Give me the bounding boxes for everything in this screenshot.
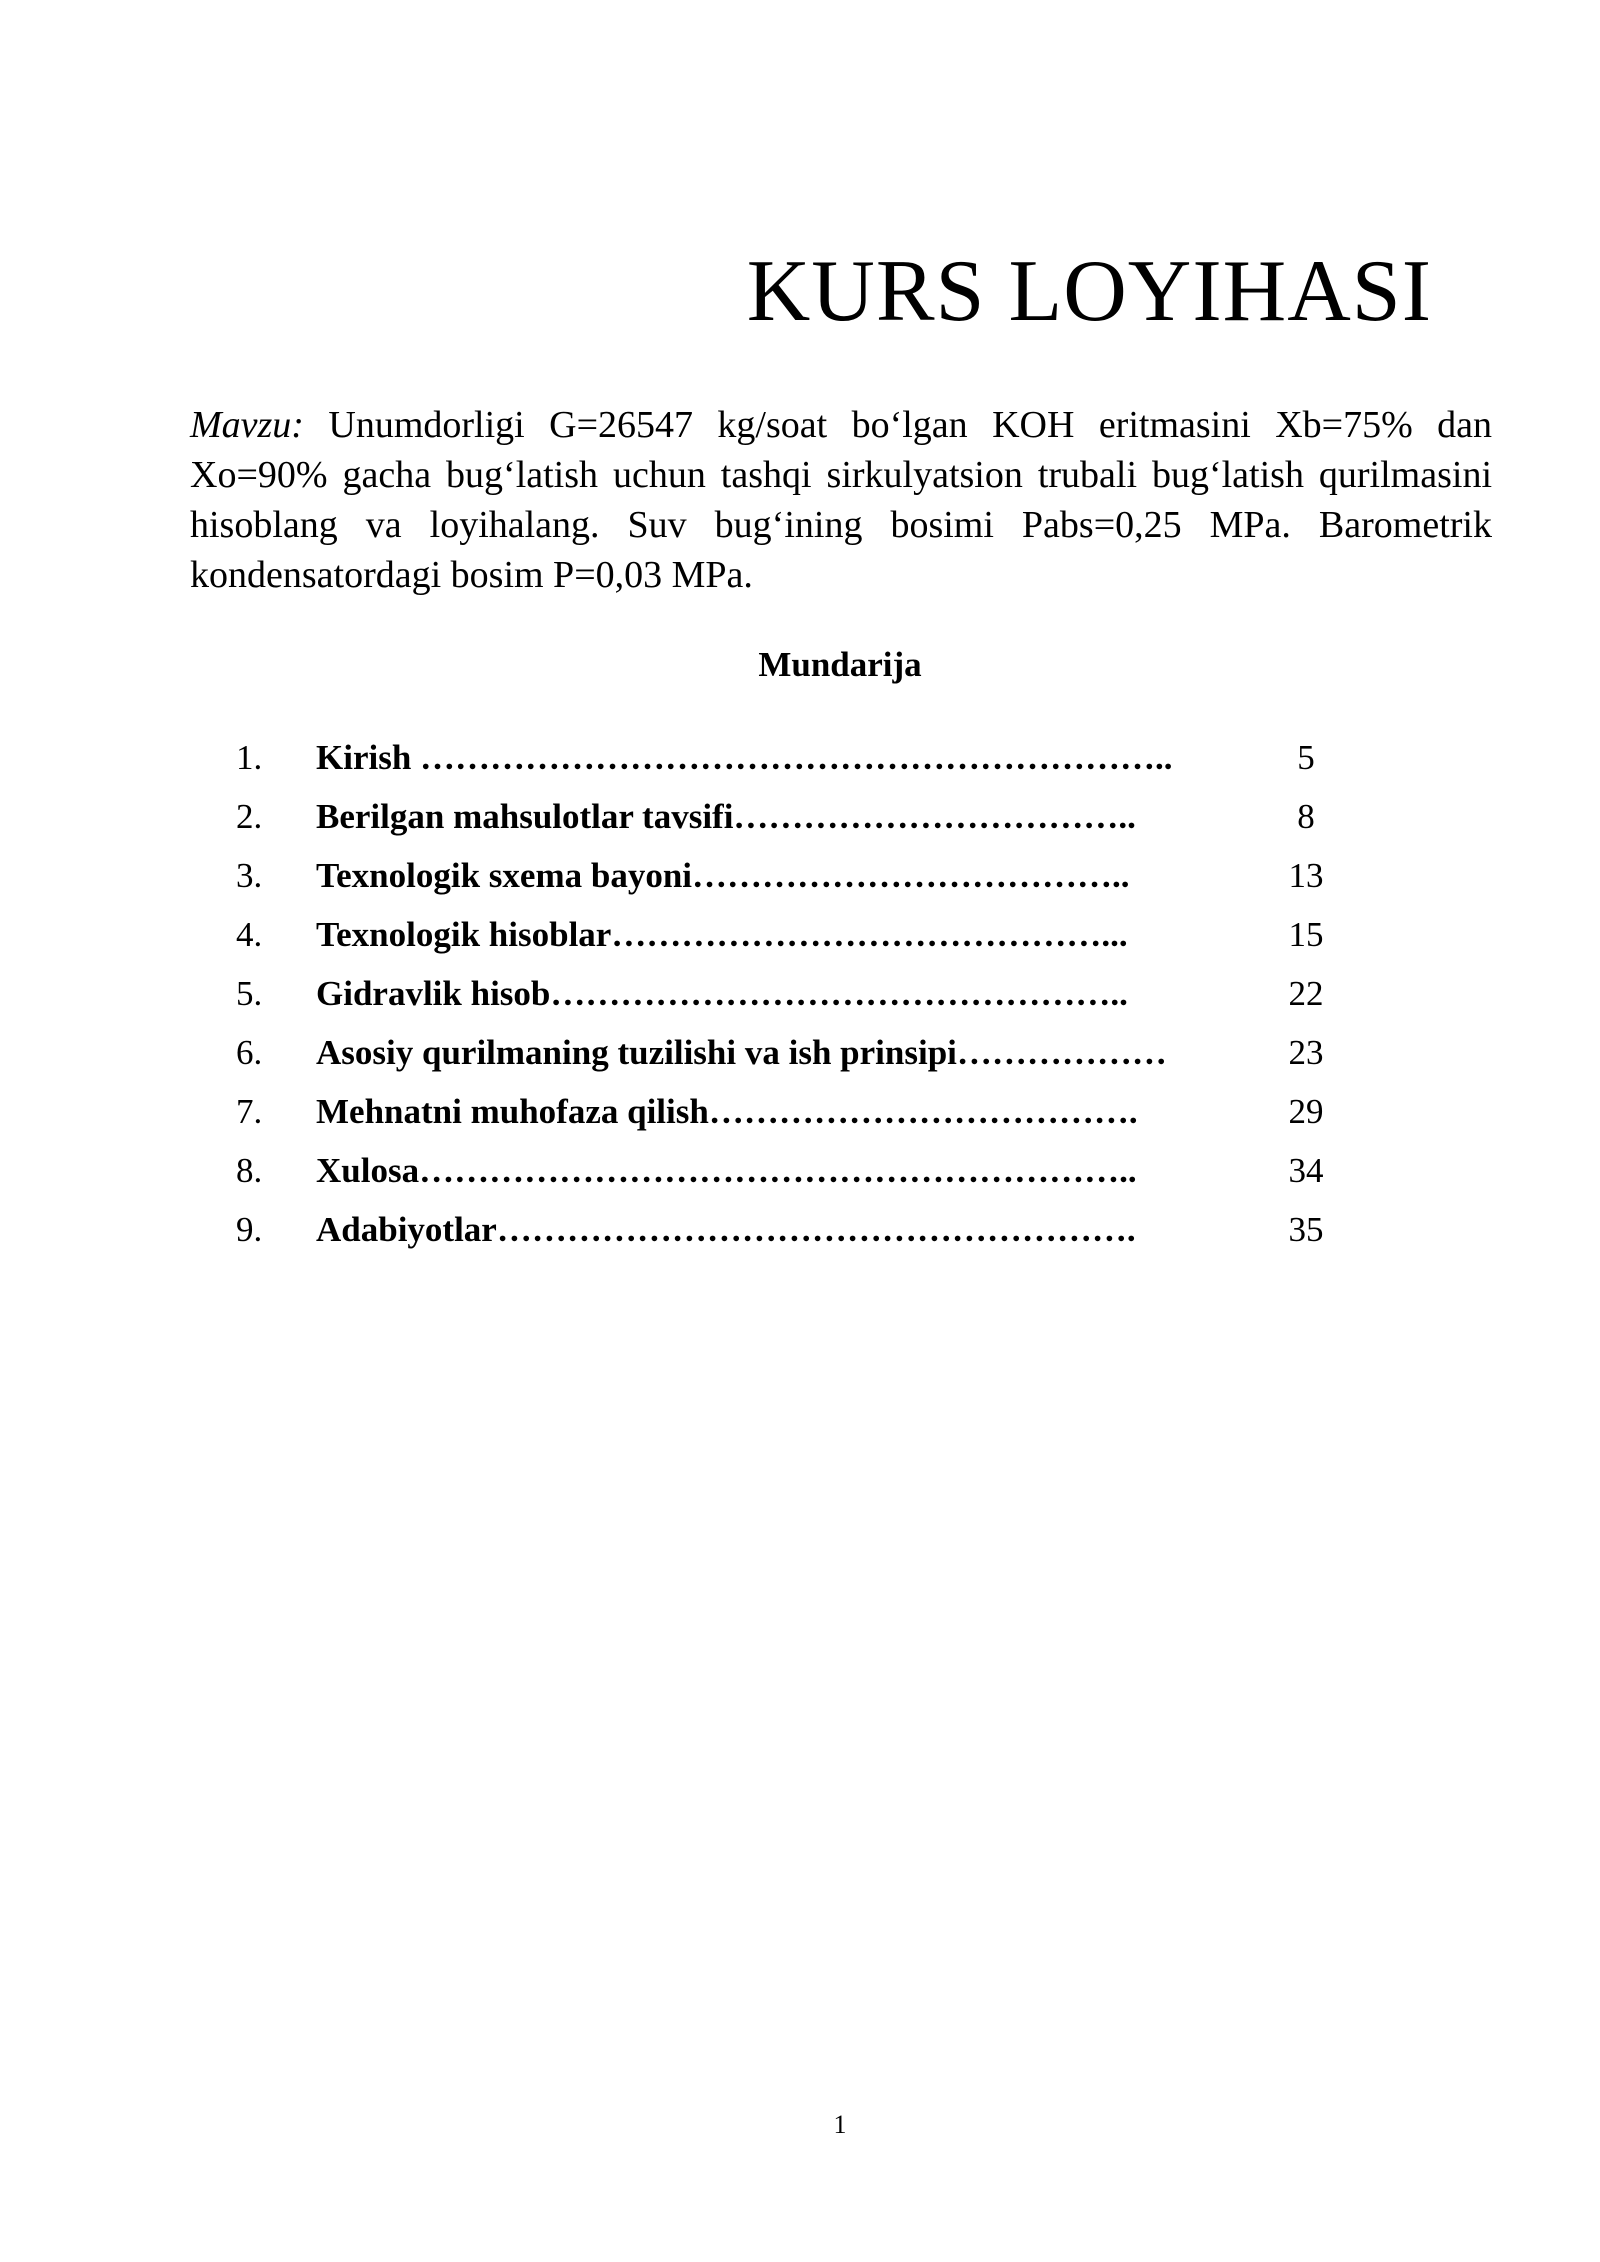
toc-row: [236, 728, 1346, 787]
toc-page: 8: [1297, 797, 1315, 836]
toc-page: 35: [1288, 1210, 1324, 1249]
toc-row: [236, 846, 1346, 905]
toc-title: Adabiyotlar……………………………………………….: [316, 1210, 1136, 1249]
toc-title: Mehnatni muhofaza qilish……………………………….: [316, 1092, 1138, 1131]
table-of-contents: [236, 728, 1346, 1259]
toc-title: Xulosa……………………………………………………..: [316, 1151, 1137, 1190]
toc-number: 4.: [236, 915, 263, 954]
toc-row: [236, 1082, 1346, 1141]
topic-paragraph: [190, 400, 1492, 600]
toc-page: 15: [1288, 915, 1324, 954]
toc-page: 23: [1288, 1033, 1324, 1072]
toc-number: 9.: [236, 1210, 263, 1249]
toc-number: 7.: [236, 1092, 263, 1131]
toc-title: Berilgan mahsulotlar tavsifi……………………………..: [316, 797, 1136, 836]
toc-heading: Mundarija: [758, 645, 922, 684]
toc-row: [236, 964, 1346, 1023]
toc-title: Texnologik sxema bayoni………………………………..: [316, 856, 1130, 895]
toc-number: 8.: [236, 1151, 263, 1190]
toc-row: [236, 1141, 1346, 1200]
toc-title: Texnologik hisoblar……………………………………...: [316, 915, 1128, 954]
toc-row: [236, 787, 1346, 846]
toc-page: 13: [1288, 856, 1324, 895]
toc-number: 2.: [236, 797, 263, 836]
toc-row: [236, 1200, 1346, 1259]
toc-page: 29: [1288, 1092, 1324, 1131]
topic-text: Unumdorligi G=26547 kg/soat bo‘lgan KOH eritmasini Xb=75% dan Xo=90% gacha bug‘latish uchun tashqi sirkulyatsion trubali bug‘latish qurilmasini hisoblang va loyihalang. Suv bug‘ining bosimi Pabs=0,25 MPa. Barometrik kondensatordagi bosim P=0,03 MPa.: [190, 404, 1492, 596]
toc-number: 6.: [236, 1033, 263, 1072]
page-number: 1: [833, 2110, 847, 2139]
toc-page: 5: [1297, 738, 1315, 777]
toc-page: 34: [1288, 1151, 1324, 1190]
toc-number: 3.: [236, 856, 263, 895]
toc-title: Gidravlik hisob…………………………………………..: [316, 974, 1128, 1013]
toc-number: 1.: [236, 738, 263, 777]
toc-row: [236, 1023, 1346, 1082]
toc-number: 5.: [236, 974, 263, 1013]
toc-title: Kirish ………………………………………………………..: [316, 738, 1173, 777]
document-title: KURS LOYIHASI: [746, 243, 1432, 340]
topic-label: Mavzu:: [190, 404, 304, 446]
toc-row: [236, 905, 1346, 964]
toc-title: Asosiy qurilmaning tuzilishi va ish prinsipi………………: [316, 1033, 1167, 1072]
toc-page: 22: [1288, 974, 1324, 1013]
